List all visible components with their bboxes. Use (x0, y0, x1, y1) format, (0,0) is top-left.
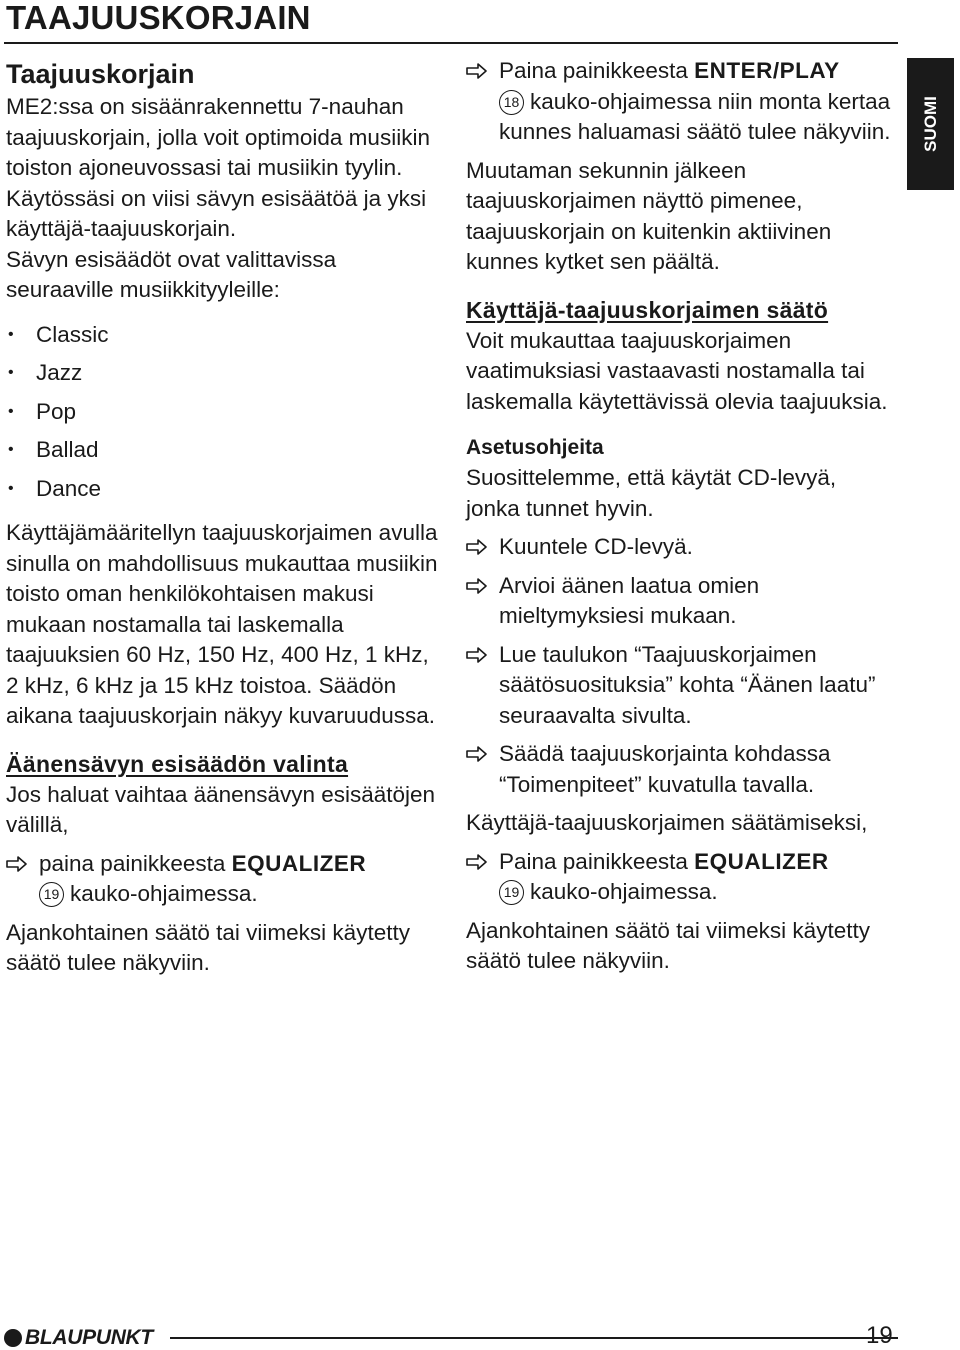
page-number: 19 (866, 1322, 893, 1349)
list-item: • Classic (6, 316, 446, 355)
arrow-icon (6, 856, 28, 872)
step-equalizer-user: Paina painikkeesta EQUALIZER 19 kauko-ohjaimessa. (466, 847, 896, 908)
language-tab (907, 58, 954, 190)
list-item: • Dance (6, 470, 446, 509)
user-eq-paragraph: Käyttäjämääritellyn taajuuskorjaimen avulla sinulla on mahdollisuus mukauttaa musiikin toisto oman henkilökohtaisen makusi mukaan nostamalla tai laskemalla taajuuksien 60 Hz, 150 Hz, 400 Hz, 1 kHz, 2 kHz, 6 kHz ja 15 kHz toistoa. Säädön aikana taajuuskorjain näkyy kuvaruudussa. (6, 520, 438, 728)
after-eq-text: Ajankohtainen säätö tai viimeksi käytetty säätö tulee näkyviin. (466, 917, 870, 973)
presets-intro: Sävyn esisäädöt ovat valittavissa seuraaville musiikkityyleille: (6, 246, 337, 302)
bullet-icon: • (8, 402, 14, 420)
page-title: TAAJUUSKORJAIN (6, 0, 311, 36)
arrow-icon (466, 647, 488, 663)
left-column (6, 56, 446, 979)
preset-list (6, 316, 446, 509)
select-intro: Jos haluat vaihtaa äänensävyn esisäätöjen välillä, (6, 781, 436, 837)
language-tab-label: SUOMI (920, 96, 940, 152)
arrow-icon (466, 746, 488, 762)
list-item: • Ballad (6, 431, 446, 470)
tips-intro: Suosittelemme, että käytät CD-levyä, jonka tunnet hyvin. (466, 465, 837, 521)
tip-step: Kuuntele CD-levyä. (466, 532, 896, 563)
step-enter-play: Paina painikkeesta ENTER/PLAY 18 kauko-ohjaimessa niin monta kertaa kunnes haluamasi säätö tulee näkyviin. (466, 56, 896, 148)
equalizer-key-label: EQUALIZER (694, 848, 829, 874)
list-item: • Jazz (6, 354, 446, 393)
logo-dot-icon (4, 1329, 22, 1347)
arrow-icon (466, 578, 488, 594)
bullet-icon: • (8, 364, 14, 381)
bullet-icon: • (8, 325, 14, 343)
arrow-icon (466, 63, 488, 79)
after-enter-text: Muutaman sekunnin jälkeen taajuuskorjaimen näyttö pimenee, taajuuskorjain on kuitenkin aktiivinen kunnes kytket sen päältä. (466, 157, 832, 274)
user-eq-intro: Voit mukauttaa taajuuskorjaimen vaatimuksiasi vastaavasti nostamalla tai laskemalla käytettävissä olevia taajuuksia. (466, 327, 888, 414)
right-column (466, 56, 896, 977)
bullet-icon: • (8, 479, 14, 497)
tip-step: Säädä taajuuskorjainta kohdassa “Toimenpiteet” kuvatulla tavalla. (466, 739, 896, 800)
button-number-badge: 19 (39, 882, 64, 907)
step-equalizer: paina painikkeesta EQUALIZER 19 kauko-ohjaimessa. (6, 849, 446, 910)
arrow-icon (466, 539, 488, 555)
equalizer-key-label: EQUALIZER (231, 850, 367, 876)
bullet-icon: • (8, 441, 14, 458)
title-rule (4, 42, 898, 44)
user-adjust-intro: Käyttäjä-taajuuskorjaimen säätämiseksi, (466, 810, 868, 835)
section-heading-preset-select: Äänensävyn esisäädön valinta (6, 750, 349, 777)
button-number-badge: 18 (499, 90, 524, 115)
button-number-badge: 19 (499, 880, 524, 905)
section-heading-tips: Asetusohjeita (466, 436, 604, 459)
brand-logo (4, 1326, 153, 1350)
footer-rule (170, 1337, 898, 1339)
select-after-text: Ajankohtainen säätö tai viimeksi käytetty säätö tulee näkyviin. (6, 919, 410, 975)
enter-play-key-label: ENTER/PLAY (694, 58, 840, 83)
section-heading-equalizer: Taajuuskorjain (6, 59, 195, 89)
tip-step: Lue taulukon “Taajuuskorjaimen säätösuosituksia” kohta “Äänen laatu” seuraavalta sivulta. (466, 640, 896, 732)
list-item: • Pop (6, 393, 446, 432)
intro-paragraph: ME2:ssa on sisäänrakennettu 7-nauhan taajuuskorjain, jolla voit optimoida musiikin toiston ajoneuvossasi tai musiikin tyylin. Käytössäsi on viisi sävyn esisäätöä ja yksi käyttäjä-taajuuskorjain. (6, 94, 430, 241)
arrow-icon (466, 854, 488, 870)
brand-name: BLAUPUNKT (25, 1326, 153, 1349)
section-heading-user-eq: Käyttäjä-taajuuskorjaimen säätö (466, 296, 829, 323)
tip-step: Arvioi äänen laatua omien mieltymyksiesi mukaan. (466, 571, 896, 632)
